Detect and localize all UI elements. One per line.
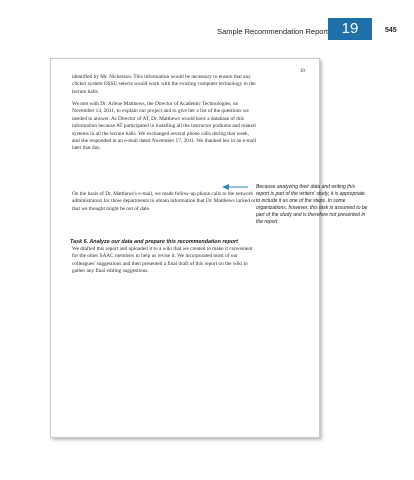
paragraph-nickerson: identified by Mr. Nickerson. This information would be necessary to ensure that any clicker system OSSU selects would work with the existing computer technology in the lecture halls.	[72, 74, 256, 95]
report-page-number: 10	[299, 68, 305, 74]
paragraph-matthews-meeting: We met with Dr. Arlene Matthews, the Director of Academic Technologies, on November 14, 2011, to explain our project and to give her a list of the questions we needed to answer. As Director of AT, Dr. Matthews would have a database of this information because AT participated in installing all the instructor podiums and related systems in all the lecture halls. We exchanged several phone calls during that week, and she responded in an e-mail dated November 17, 2011. We thanked her in an e-mail later that day.	[72, 101, 257, 152]
running-head-title: Sample Recommendation Report	[217, 27, 328, 36]
book-page-number: 545	[385, 27, 397, 34]
chapter-number-tab: 19	[328, 18, 372, 40]
paragraph-task-6: We drafted this report and uploaded it to a wiki that we created to make it convenient for the other SAAC members to help us revise it. We incorporated most of our colleagues' suggestions and then presented a final draft of this report on the wiki to gather any final editing suggestions.	[72, 246, 253, 275]
task-heading: Task 6. Analyze our data and prepare this recommendation report	[70, 239, 238, 245]
report-page	[50, 58, 320, 438]
paragraph-follow-up: On the basis of Dr. Matthews's e-mail, we made follow-up phone calls to the network administrators for three departments to obtain information that Dr. Matthews lacked or that we thought might be out of date.	[72, 191, 256, 212]
callout-arrow-icon	[222, 183, 248, 191]
running-head	[0, 20, 414, 40]
margin-annotation: Because analyzing their data and writing this report is part of the writers' study, it is appropriate to include it as one of the steps. In some organizations, however, this task is assumed to be part of the study and is therefore not presented in the report.	[256, 184, 368, 226]
